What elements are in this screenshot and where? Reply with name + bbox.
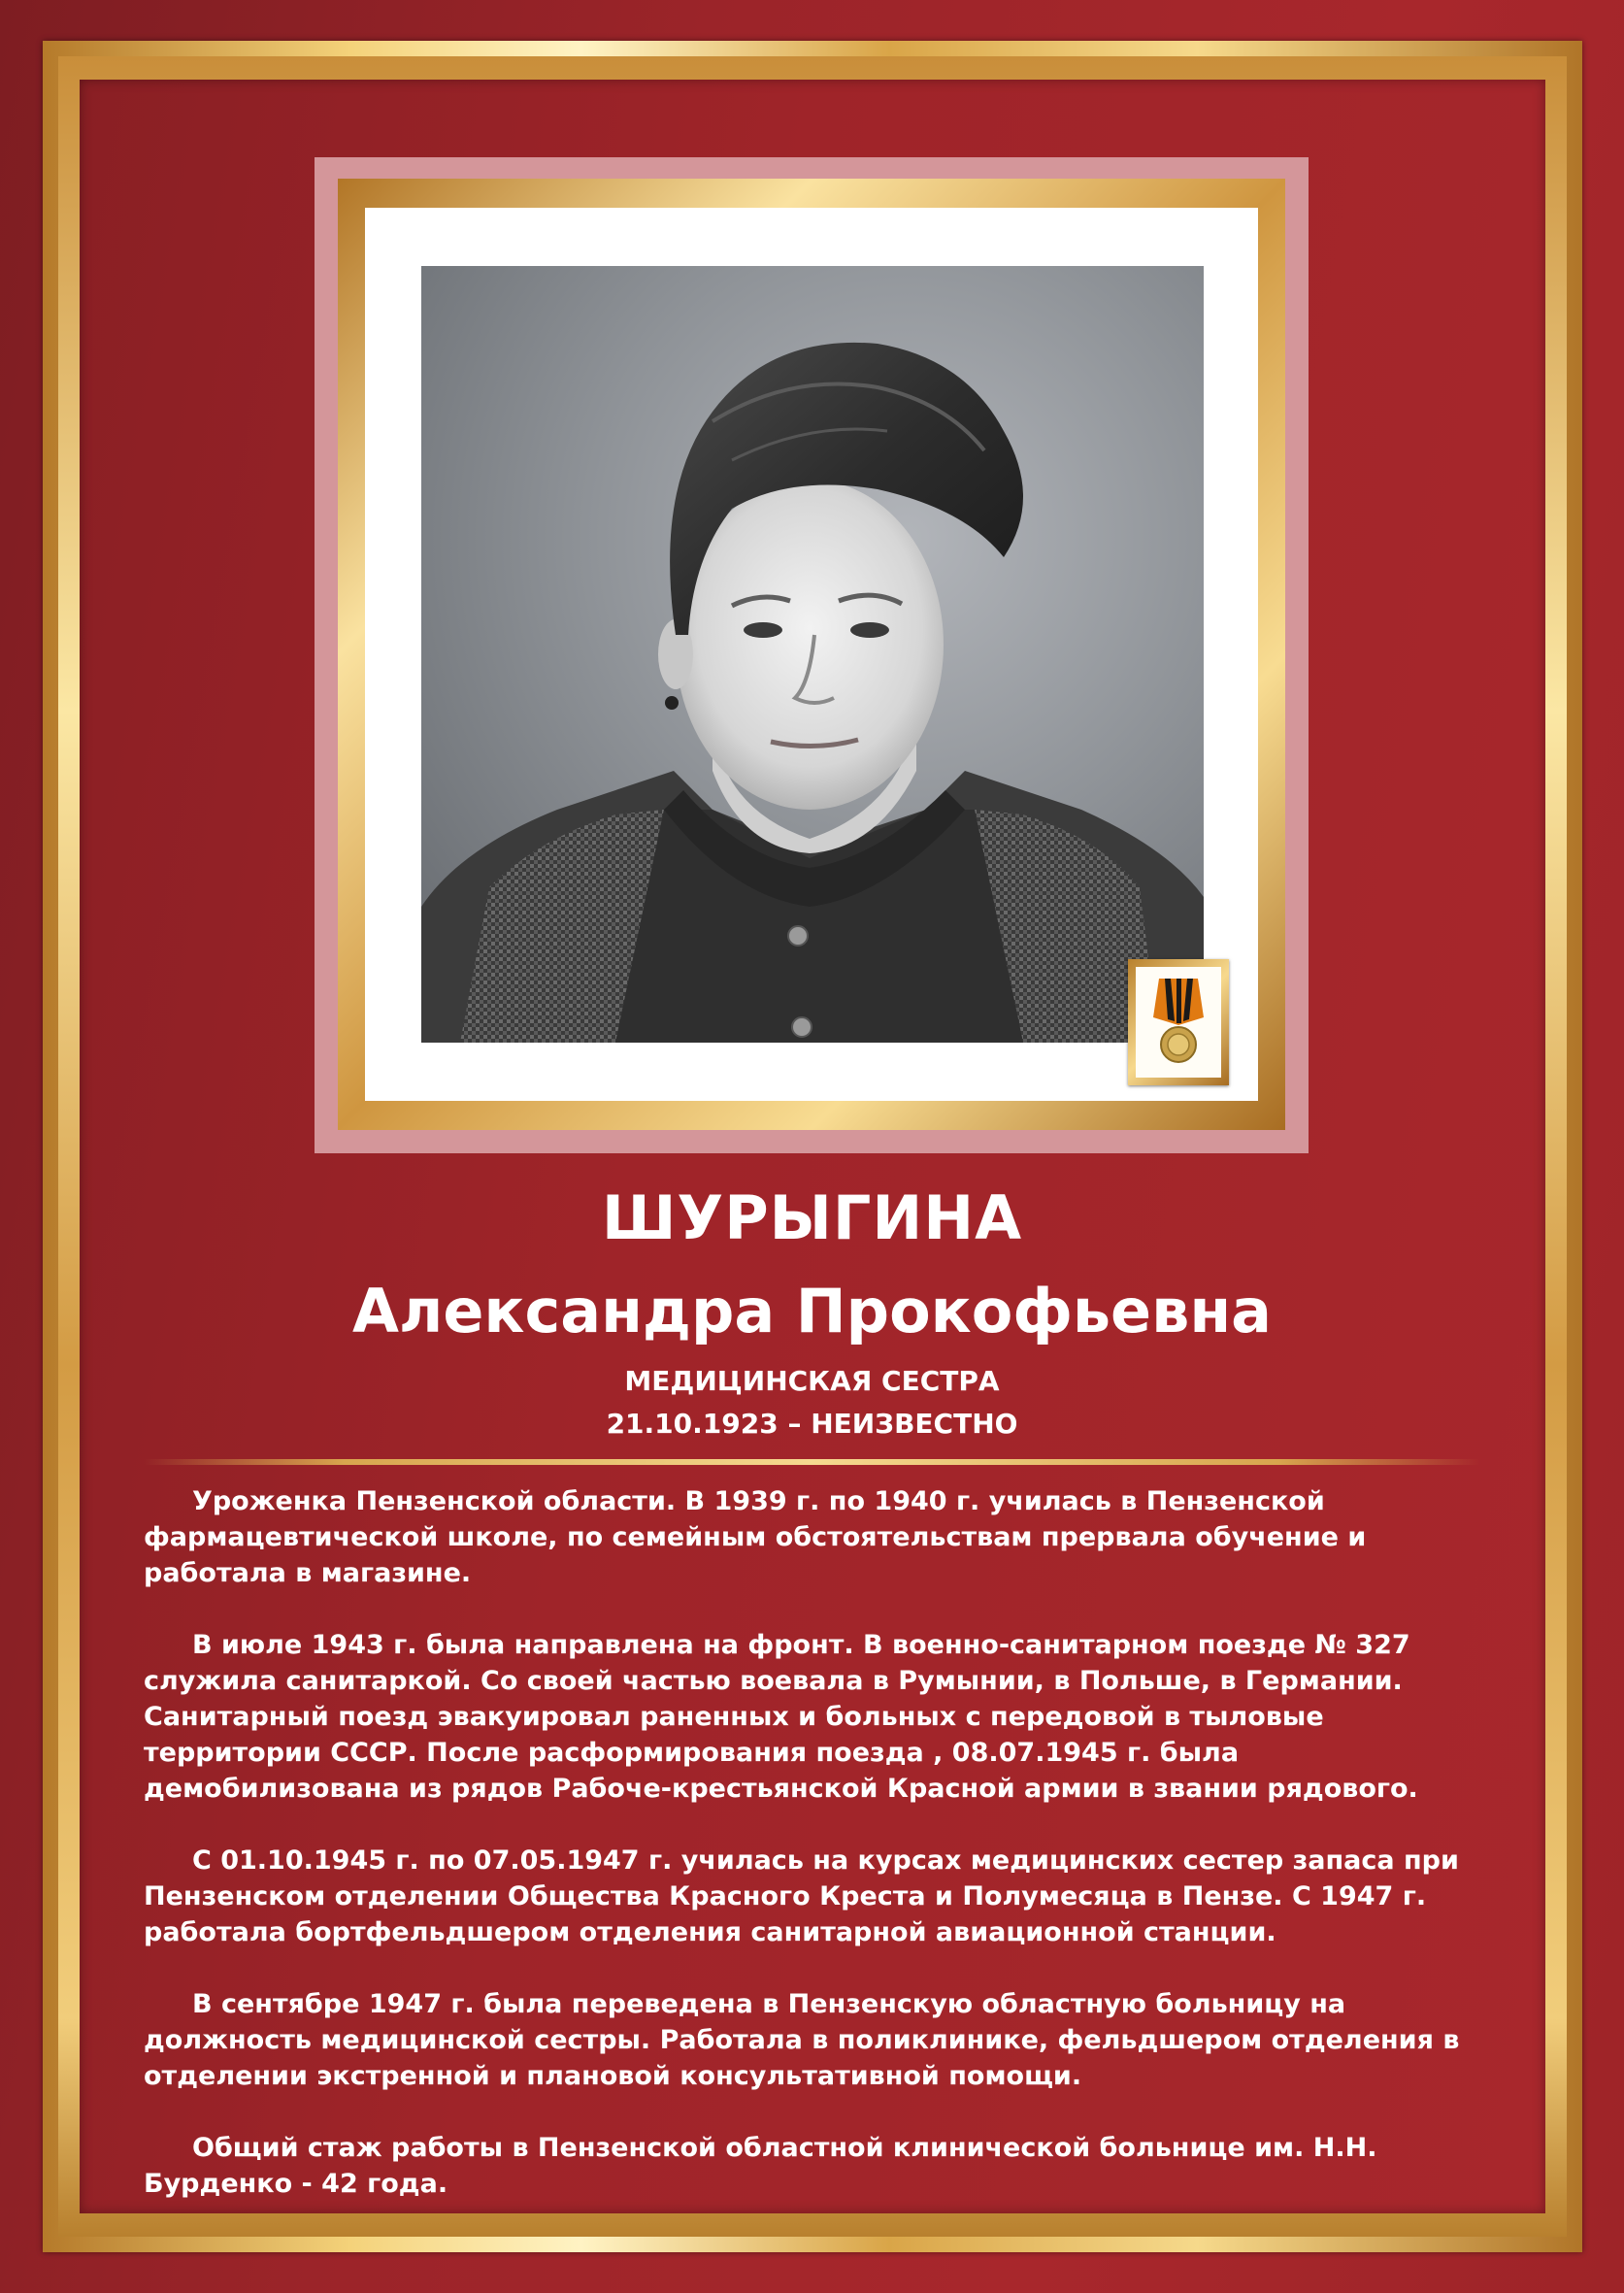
- portrait-photo: [421, 266, 1204, 1043]
- bio-paragraph: Уроженка Пензенской области. В 1939 г. по 1940 г. училась в Пензенской фармацевтической школе, по семейным обстоятельствам прервала обучение и работала в магазине.: [144, 1486, 1367, 1588]
- bio-paragraph: С 01.10.1945 г. по 07.05.1947 г. училась на курсах медицинских сестер запаса при Пензенском отделении Общества Красного Креста и Полумесяца в Пензе. С 1947 г. работала бортфельдшером отделения санитарной авиационной станции.: [144, 1845, 1459, 1947]
- medal-frame: [1128, 959, 1229, 1085]
- life-dates: 21.10.1923 – НЕИЗВЕСТНО: [606, 1408, 1018, 1440]
- medal-mat: [1136, 967, 1221, 1078]
- role-title: МЕДИЦИНСКАЯ СЕСТРА: [624, 1365, 1000, 1397]
- st-george-ribbon-medal-icon: [1136, 967, 1221, 1078]
- bio-paragraph: В июле 1943 г. была направлена на фронт. В военно-санитарном поезде № 327 служила санитаркой. Со своей частью воевала в Румынии, в Польше, в Германии. Санитарный поезд эвакуировал раненных и больных с передовой в тыловые территории СССР. После расформирования поезда , 08.07.1945 г. была демобилизована из рядов Рабоче-крестьянской Красной армии в звании рядового.: [144, 1630, 1418, 1804]
- gold-divider: [144, 1459, 1479, 1465]
- portrait-illustration: [421, 266, 1204, 1043]
- biography: [144, 1483, 1483, 2202]
- bio-paragraph: В сентябре 1947 г. была переведена в Пензенскую областную больницу на должность медицинской сестры. Работала в поликлинике, фельдшером отделения в отделении экстренной и плановой консультативной помощи.: [144, 1989, 1460, 2091]
- surname: ШУРЫГИНА: [601, 1182, 1023, 1253]
- bio-paragraph: Общий стаж работы в Пензенской областной клинической больнице им. Н.Н. Бурденко - 42 года.: [144, 2133, 1377, 2199]
- given-names: Александра Прокофьевна: [351, 1276, 1273, 1346]
